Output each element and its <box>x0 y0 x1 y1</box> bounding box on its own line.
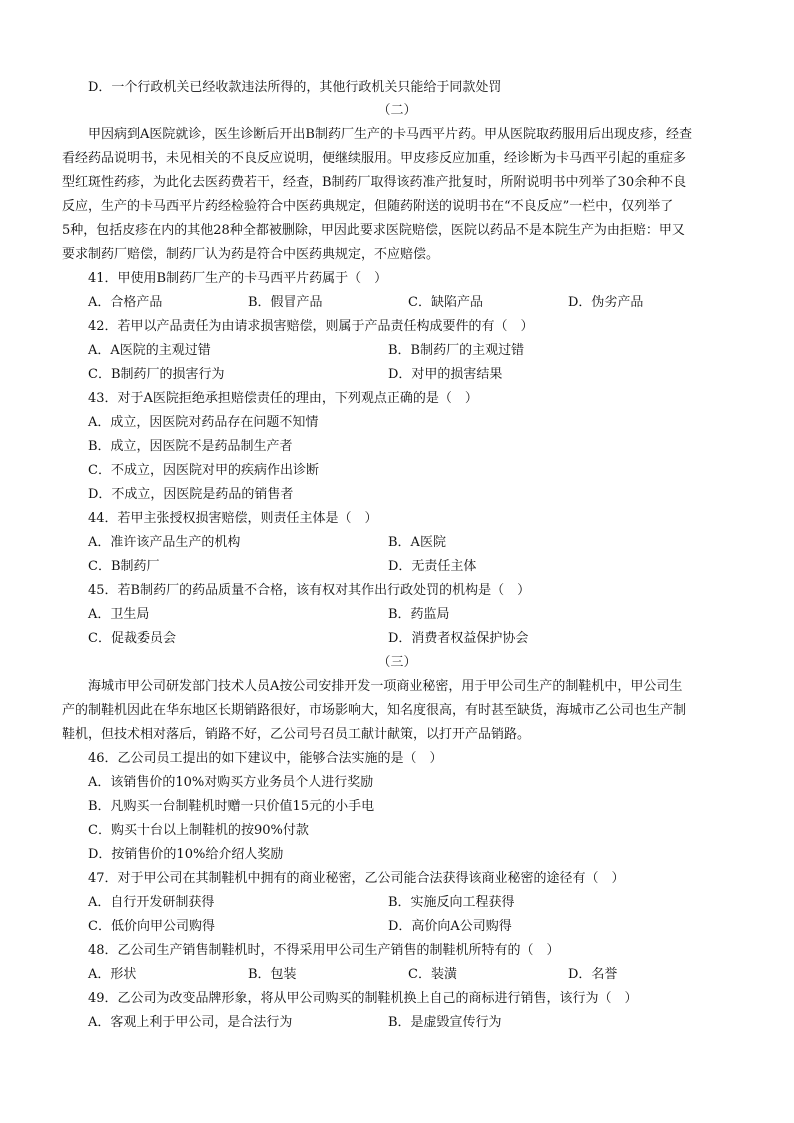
question-49-option-b: B．是虚毁宣传行为 <box>388 1015 502 1030</box>
question-46-option-a: A．该销售价的10%对购买方业务员个人进行奖励 <box>88 775 374 790</box>
question-43-option-b: B．成立，因医院不是药品制生产者 <box>88 439 293 454</box>
question-42-option-b: B．B制药厂的主观过错 <box>388 343 525 358</box>
question-43-option-d: D．不成立，因医院是药品的销售者 <box>88 487 294 502</box>
question-44-option-d: D．无责任主体 <box>388 559 477 574</box>
section-3-heading: （三） <box>377 655 417 670</box>
question-48-stem: 48．乙公司生产销售制鞋机时，不得采用甲公司生产销售的制鞋机所特有的（ ） <box>88 943 560 958</box>
question-45-option-d: D．消费者权益保护协会 <box>388 631 529 646</box>
question-49-stem: 49．乙公司为改变品牌形象，将从甲公司购买的制鞋机换上自己的商标进行销售，该行为（ ） <box>88 991 638 1006</box>
question-43-stem: 43．对于A医院拒绝承担赔偿责任的理由，下列观点正确的是（ ） <box>88 391 478 406</box>
question-42-option-c: C．B制药厂的损害行为 <box>88 367 225 382</box>
section-2-passage-line: 型红斑性药疹，为此化去医药费若干，经查，B制药厂取得该药准产批复时，所附说明书中列举了30余种不良 <box>62 175 687 190</box>
section-3-passage-line: 鞋机，但技术相对落后，销路不好，乙公司号召员工献计献策，以打开产品销路。 <box>62 727 531 742</box>
section-2-passage-line: 5种，包括皮疹在内的其他28种全都被删除，甲因此要求医院赔偿，医院以药品不是本院生产为由拒赔：甲又 <box>62 223 685 238</box>
question-48-option-d: D．名誉 <box>568 967 618 982</box>
question-49-option-a: A．客观上利于甲公司，是合法行为 <box>88 1015 293 1030</box>
section-2-passage-line: 看经药品说明书，未见相关的不良反应说明，便继续服用。甲皮疹反应加重，经诊断为卡马西平引起的重症多 <box>62 151 687 166</box>
question-46-option-d: D．按销售价的10%给介绍人奖励 <box>88 847 284 862</box>
question-47-option-d: D．高价向A公司购得 <box>388 919 512 934</box>
question-41-option-c: C．缺陷产品 <box>408 295 483 310</box>
section-2-heading: （二） <box>377 103 417 118</box>
prev-question-option-d: D．一个行政机关已经收款违法所得的，其他行政机关只能给于同款处罚 <box>88 80 502 95</box>
question-45-stem: 45．若B制药厂的药品质量不合格，该有权对其作出行政处罚的机构是（ ） <box>88 583 531 598</box>
question-47-option-b: B．实施反向工程获得 <box>388 895 515 910</box>
question-48-option-a: A．形状 <box>88 967 137 982</box>
question-47-stem: 47．对于甲公司在其制鞋机中拥有的商业秘密，乙公司能合法获得该商业秘密的途径有（ ） <box>88 871 625 886</box>
question-43-option-a: A．成立，因医院对药品存在问题不知情 <box>88 415 319 430</box>
question-43-option-c: C．不成立，因医院对甲的疾病作出诊断 <box>88 463 319 478</box>
question-44-stem: 44．若甲主张授权损害赔偿，则责任主体是（ ） <box>88 511 378 526</box>
section-2-passage-line: 反应，生产的卡马西平片药经检验符合中医药典规定，但随药附送的说明书在“不良反应”一栏中，仅列举了 <box>62 199 674 214</box>
question-45-option-b: B．药监局 <box>388 607 450 622</box>
question-42-option-a: A．A医院的主观过错 <box>88 343 211 358</box>
question-46-stem: 46．乙公司员工提出的如下建议中，能够合法实施的是（ ） <box>88 751 443 766</box>
question-47-option-a: A．自行开发研制获得 <box>88 895 215 910</box>
question-41-option-a: A．合格产品 <box>88 295 163 310</box>
question-41-stem: 41．甲使用B制药厂生产的卡马西平片药属于（ ） <box>88 271 388 286</box>
question-47-option-c: C．低价向甲公司购得 <box>88 919 215 934</box>
question-44-option-c: C．B制药厂 <box>88 559 160 574</box>
question-46-option-b: B．凡购买一台制鞋机时赠一只价值15元的小手电 <box>88 799 375 814</box>
question-46-option-c: C．购买十台以上制鞋机的按90%付款 <box>88 823 309 838</box>
question-48-option-c: C．装潢 <box>408 967 457 982</box>
question-44-option-a: A．准许该产品生产的机构 <box>88 535 241 550</box>
question-44-option-b: B．A医院 <box>388 535 446 550</box>
question-45-option-c: C．促裁委员会 <box>88 631 176 646</box>
section-2-passage-line: 甲因病到A医院就诊，医生诊断后开出B制药厂生产的卡马西平片药。甲从医院取药服用后出现皮疹，经查 <box>88 127 692 142</box>
question-48-option-b: B．包装 <box>248 967 297 982</box>
section-2-passage-line: 要求制药厂赔偿，制药厂认为药是符合中医药典规定，不应赔偿。 <box>62 247 440 262</box>
question-42-stem: 42．若甲以产品责任为由请求损害赔偿，则属于产品责任构成要件的有（ ） <box>88 319 534 334</box>
section-3-passage-line: 海城市甲公司研发部门技术人员A按公司安排开发一项商业秘密，用于甲公司生产的制鞋机中，甲公司生 <box>88 679 683 694</box>
section-3-passage-line: 产的制鞋机因此在华东地区长期销路很好，市场影响大，知名度很高，有时甚至缺货，海城市乙公司也生产制 <box>62 703 687 718</box>
question-41-option-d: D．伪劣产品 <box>568 295 644 310</box>
question-45-option-a: A．卫生局 <box>88 607 150 622</box>
question-42-option-d: D．对甲的损害结果 <box>388 367 503 382</box>
question-41-option-b: B．假冒产品 <box>248 295 323 310</box>
